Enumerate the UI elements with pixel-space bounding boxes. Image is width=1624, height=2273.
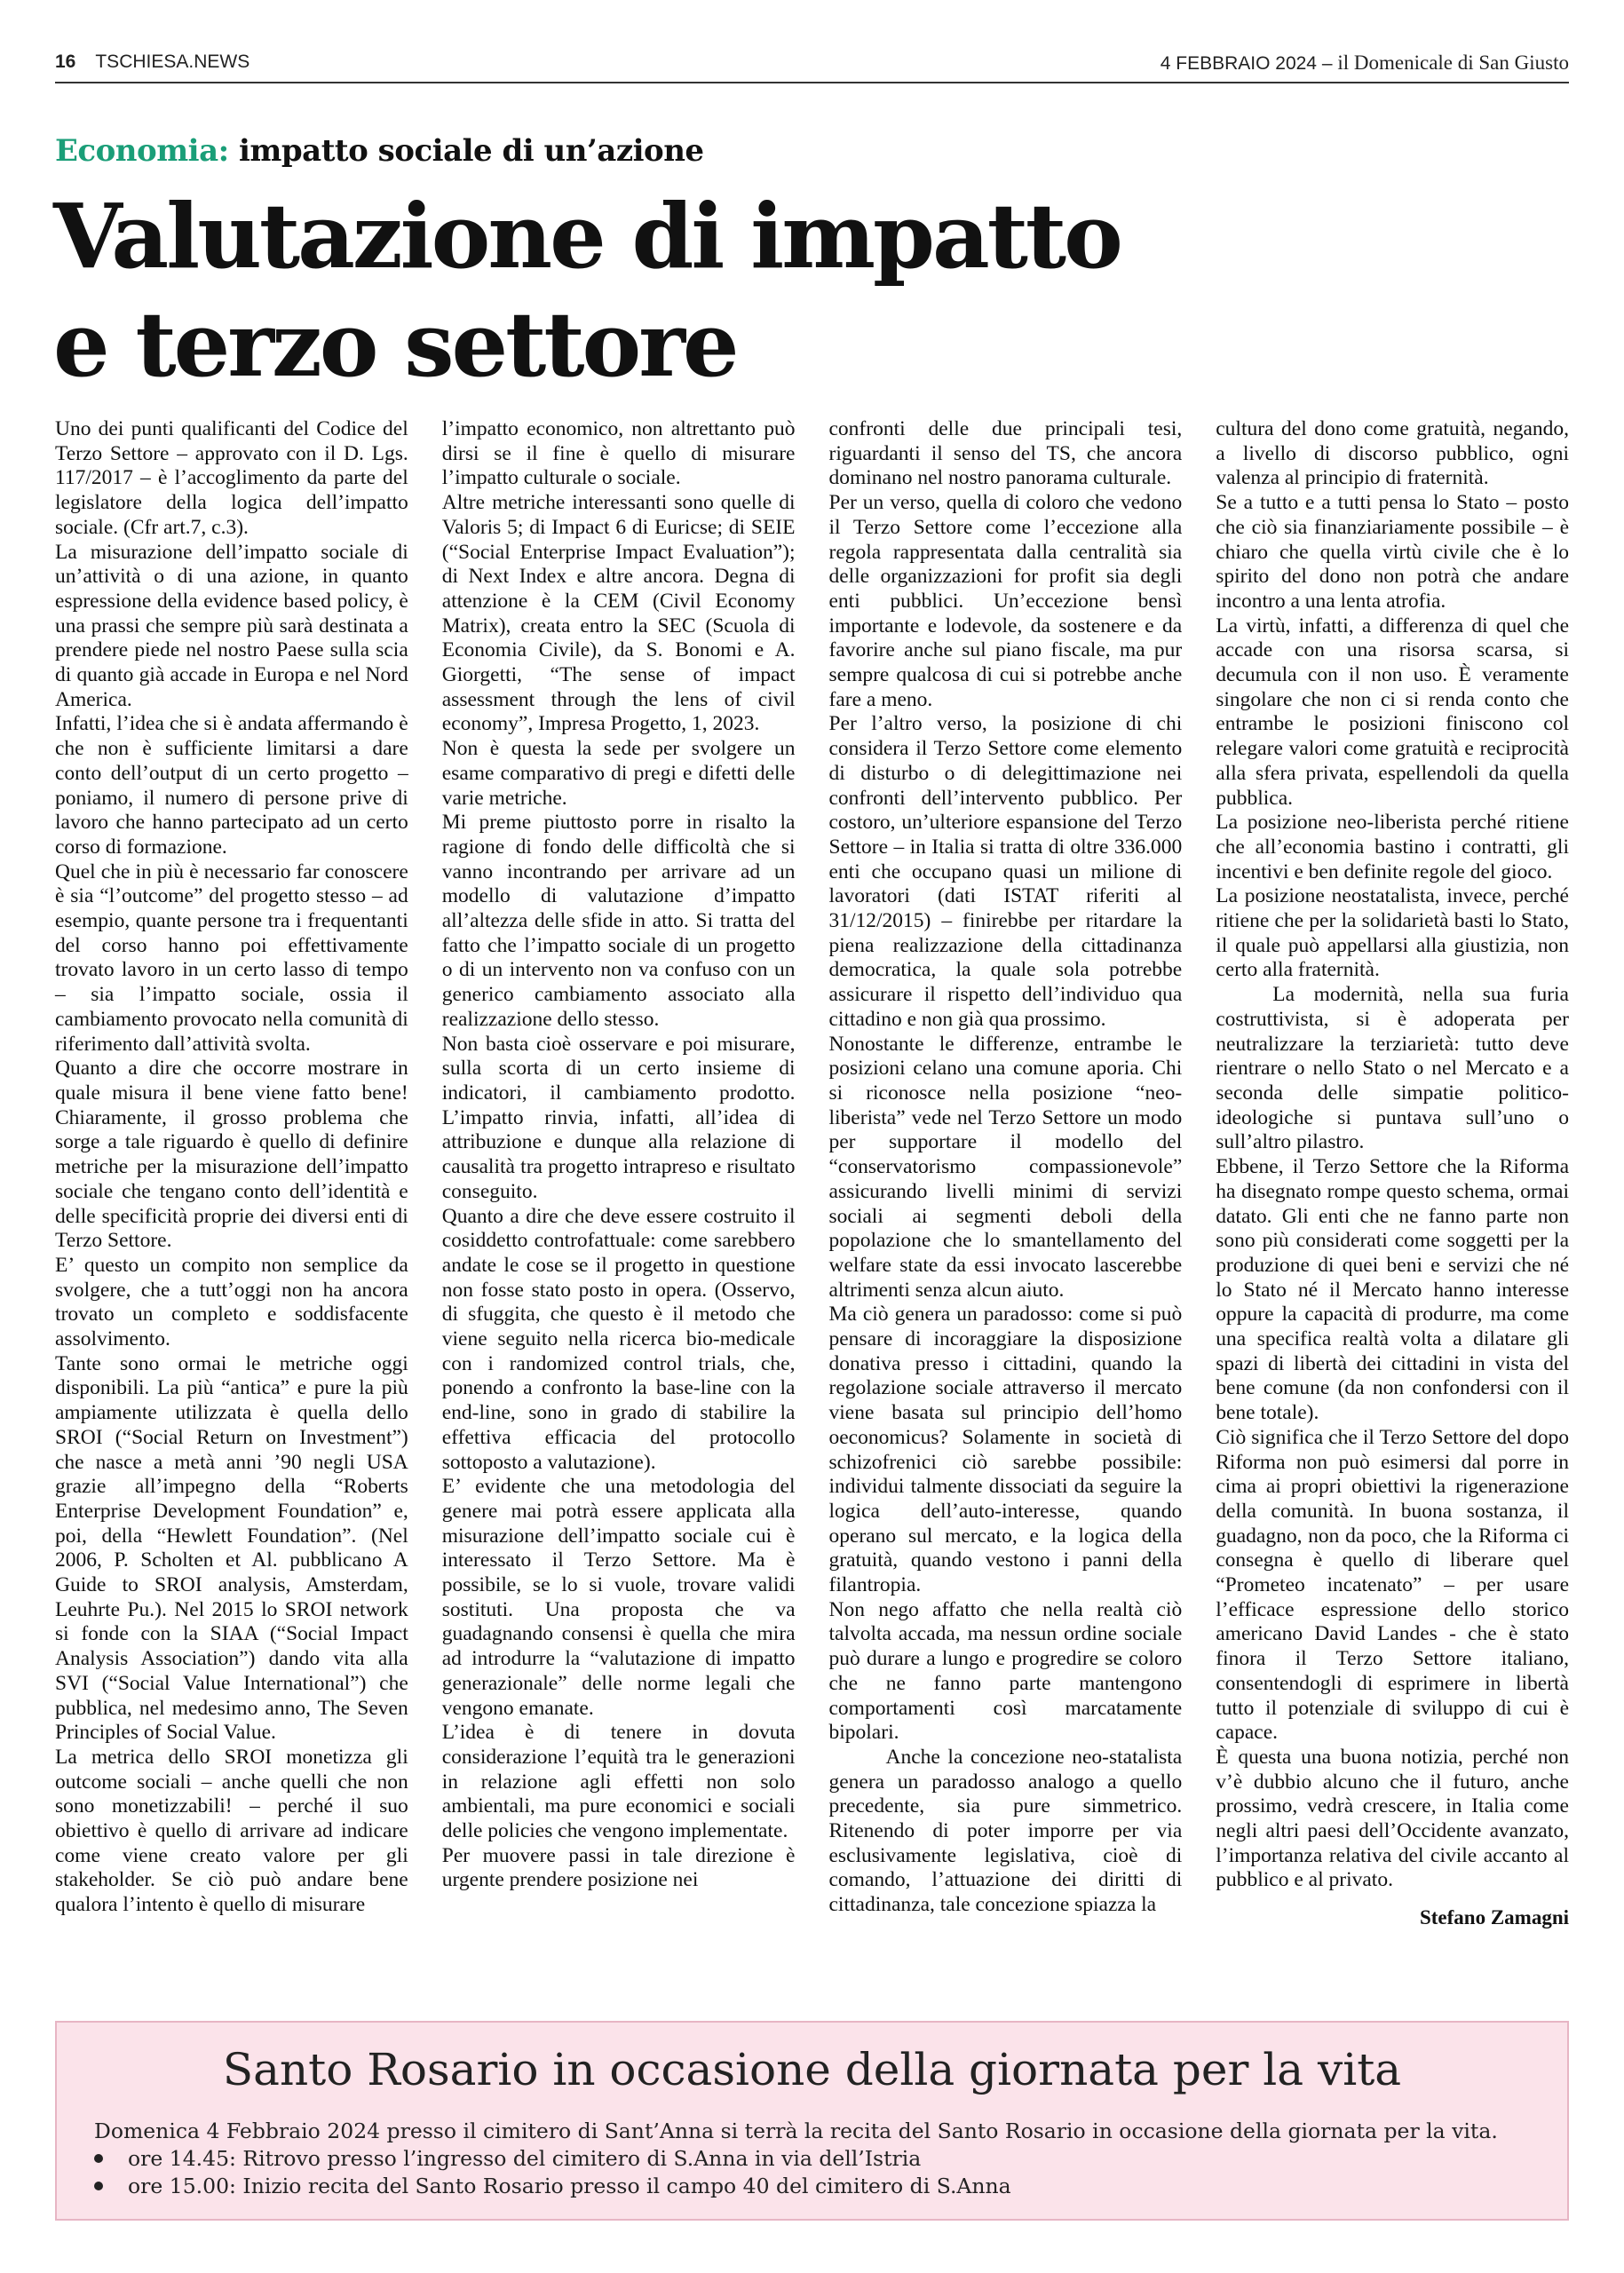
article-paragraph: La posizione neo-liberista perché ritiene che all’economia bastino i contratti, gli incentivi e ben definite regole del gioco.: [1216, 811, 1569, 883]
schedule-item: [94, 2145, 1011, 2173]
article-paragraph: Uno dei punti qualificanti del Codice del Terzo Settore – approvato con il D. Lgs. 117/2017 – è l’accoglimento da parte del legislatore della logica dell’impatto sociale. (Cfr art.7, c.3).: [55, 417, 408, 539]
schedule-item-text: ore 15.00: Inizio recita del Santo Rosario presso il campo 40 del cimitero di S.Anna: [128, 2174, 1011, 2198]
article-paragraph: Quanto a dire che occorre mostrare in quale misura il bene viene fatto bene! Chiaramente, il grosso problema che sorge a tale riguardo è quello di definire metriche per la misurazione dell’impatto sociale che tengano conto dell’identità e delle specificità proprie dei diversi enti di Terzo Settore.: [55, 1057, 408, 1253]
site-name[interactable]: TSCHIESA.NEWS: [95, 51, 250, 72]
schedule-item: [94, 2173, 1011, 2200]
header-left: [55, 51, 250, 73]
article-paragraph: La modernità, nella sua furia costruttivista, si è adoperata per neutralizzare la terziarietà: tutto deve rientrare o nello Stato o nel Mercato e a seconda delle simpatie politico-ideologiche si puntava sull’uno o sull’altro pilastro.: [1216, 983, 1569, 1154]
article-paragraph: Non basta cioè osservare e poi misurare, sulla scorta di un certo insieme di indicatori, il cambiamento prodotto. L’impatto rinvia, infatti, all’idea di attribuzione e dunque alla relazione di causalità tra progetto intrapreso e risultato conseguito.: [441, 1032, 796, 1203]
article-paragraph: cultura del dono come gratuità, negando, a livello di discorso pubblico, ogni valenza al principio di fraternità.: [1216, 417, 1569, 490]
article-column-1: [55, 417, 408, 2007]
header-right: [1161, 51, 1569, 75]
article-paragraph: Quanto a dire che deve essere costruito il cosiddetto controfattuale: come sarebbero andate le cose se il progetto in questione non fosse stato posto in opera. (Osservo, di sfuggita, che questo è il metodo che viene seguito nella ricerca bio-medicale con i randomized control trials, che, ponendo a confronto la base-line con la end-line, sono in grado di stabilire la effettiva efficacia del protocollo sottoposto a valutazione).: [441, 1204, 796, 1474]
article-paragraph: E’ questo un compito non semplice da svolgere, che a tutt’oggi non ha ancora trovato un completo e soddisfacente assolvimento.: [55, 1253, 408, 1351]
article-column-3: [829, 417, 1183, 2007]
article-paragraph: Ciò significa che il Terzo Settore del dopo Riforma non può esimersi dal porre in cima ai propri obiettivi la rigenerazione della comunità. In buona sostanza, il guadagno, non da poco, che la Riforma ci consegna è quello di liberare quel “Prometeo incatenato” – per usare l’efficace espressione dello storico americano David Landes - che è stato finora il Terzo Settore italiano, consentendogli di esprimere in libertà tutto il potenziale di sviluppo di cui è capace.: [1216, 1425, 1569, 1745]
event-notice: [55, 2021, 1569, 2221]
page-number: 16: [55, 51, 76, 72]
article-paragraph: Non nego affatto che nella realtà ciò talvolta accada, ma nessun ordine sociale può durare a lungo e progredire se coloro che ne fanno parte mantengono comportamenti così marcatamente bipolari.: [828, 1597, 1183, 1745]
article-paragraph: l’impatto economico, non altrettanto può dirsi se il fine è quello di misurare l’impatto culturale o sociale.: [441, 417, 796, 490]
article-title: [53, 182, 1474, 399]
article-paragraph: Anche la concezione neo-statalista genera un paradosso analogo a quello precedente, sia pure simmetrico. Ritenendo di poter imporre per via esclusivamente legislativa, cioè di comando, l’attuazione dei diritti di cittadinanza, tale concezione spiazza la: [828, 1745, 1183, 1917]
article-paragraph: E’ evidente che una metodologia del genere mai potrà essere applicata alla misurazione dell’impatto sociale cui è interessato il Terzo Settore. Ma è possibile, se lo si vuole, trovare validi sostituti. Una proposta che va guadagnando consensi è quella che mira ad introdurre la “valutazione di impatto generazionale” delle norme legali che vengono emanate.: [441, 1475, 796, 1720]
article-paragraph: La virtù, infatti, a differenza di quel che accade con una risorsa scarsa, si decumula con il non uso. È veramente singolare che non ci si renda conto che entrambe le posizioni finiscono col relegare valori come gratuità e reciprocità alla sfera privata, espellendoli da quella pubblica.: [1216, 614, 1569, 810]
bullet-icon: [94, 2182, 103, 2190]
article-paragraph: Per muovere passi in tale direzione è urgente prendere posizione nei: [441, 1843, 796, 1892]
page-header: [55, 46, 1569, 83]
article-column-2: [442, 417, 796, 2007]
title-line-1: Valutazione di impatto: [53, 184, 1121, 289]
issue-date: 4 FEBBRAIO 2024: [1160, 53, 1317, 74]
article-paragraph: La posizione neostatalista, invece, perché ritiene che per la solidarietà basti lo Stato, il quale può appellarsi alla giustizia, non certo alla fraternità.: [1216, 884, 1569, 982]
bullet-icon: [94, 2154, 103, 2163]
article-paragraph: Mi preme piuttosto porre in risalto la ragione di fondo delle difficoltà che si vanno incontrando per arrivare ad un modello di valutazione d’impatto all’altezza delle sfide in atto. Si tratta del fatto che l’impatto sociale di un progetto o di un intervento non va confuso con un generico cambiamento associato alla realizzazione dello stesso.: [441, 811, 796, 1031]
notice-intro: Domenica 4 Febbraio 2024 presso il cimitero di Sant’Anna si terrà la recita del Santo Rosario in occasione della giornata per la vita.: [94, 2119, 1498, 2143]
article-paragraph: Per un verso, quella di coloro che vedono il Terzo Settore come l’eccezione alla regola rappresentata dalla centralità sia delle organizzazioni for profit sia degli enti pubblici. Un’eccezione bensì importante e lodevole, da sostenere e da favorire anche sul piano fiscale, ma pur sempre qualcosa di cui si potrebbe anche fare a meno.: [828, 491, 1183, 711]
publication-name: il Domenicale di San Giusto: [1337, 51, 1569, 74]
article-paragraph: L’idea è di tenere in dovuta considerazione l’equità tra le generazioni in relazione agli effetti non solo ambientali, ma pure economici e sociali delle policies che vengono implementate.: [441, 1721, 796, 1843]
article-column-4: [1216, 417, 1569, 2007]
article-paragraph: Infatti, l’idea che si è andata affermando è che non è sufficiente limitarsi a dare conto dell’output di un certo progetto – poniamo, il numero di persone prive di lavoro che hanno partecipato ad un certo corso di formazione.: [55, 712, 408, 859]
article-author: Stefano Zamagni: [1419, 1906, 1569, 1929]
article-paragraph: Non è questa la sede per svolgere un esame comparativo di pregi e difetti delle varie metriche.: [441, 737, 796, 810]
header-separator: –: [1317, 53, 1338, 74]
article-paragraph: È questa una buona notizia, perché non v’è dubbio alcuno che il futuro, anche prossimo, vedrà crescere, in Italia come negli altri paesi dell’Occidente avanzato, l’importanza relativa del civile accanto al pubblico e al privato.: [1216, 1745, 1569, 1892]
article-paragraph: Nonostante le differenze, entrambe le posizioni celano una comune aporia. Chi si riconosce nella posizione “neo-liberista” vede nel Terzo Settore un modo per supportare il modello del “conservatorismo compassionevole” assicurando livelli minimi di servizi sociali ai segmenti deboli della popolazione che lo smantellamento del welfare state da essi invocato lascerebbe altrimenti senza alcun aiuto.: [828, 1032, 1183, 1302]
article-paragraph: La metrica dello SROI monetizza gli outcome sociali – anche quelli che non sono monetizzabili! – perché il suo obiettivo è quello di arrivare ad indicare come viene creato valore per gli stakeholder. Se ciò può andare bene qualora l’intento è quello di misurare: [55, 1745, 408, 1917]
article-paragraph: Ebbene, il Terzo Settore che la Riforma ha disegnato rompe questo schema, ormai datato. Gli enti che ne fanno parte non sono più considerati come soggetti per la produzione di quei beni e servizi che né lo Stato né il Mercato hanno interesse oppure la capacità di produrre, ma come una specifica realtà volta a dilatare gli spazi di libertà dei cittadini in vista del bene comune (da non confondersi con il bene totale).: [1216, 1155, 1569, 1425]
article-paragraph: Altre metriche interessanti sono quelle di Valoris 5; di Impact 6 di Euricse; di SEIE (“Social Enterprise Impact Evaluation”); di Next Index e altre ancora. Degna di attenzione è la CEM (Civil Economy Matrix), creata entro la SEC (Scuola di Economia Civile), da S. Bonomi e A. Giorgetti, “The sense of impact assessment through the lens of civil economy”, Impresa Progetto, 1, 2023.: [441, 491, 796, 736]
article-kicker: [55, 133, 704, 169]
article-subtopic: impatto sociale di un’azione: [228, 133, 704, 169]
article-paragraph: Tante sono ormai le metriche oggi disponibili. La più “antica” e pure la più ampiamente utilizzata è quella dello SROI (“Social Return on Investment”) che nasce a metà anni ’90 negli USA grazie all’impegno della “Roberts Enterprise Development Foundation” e, poi, della “Hewlett Foundation”. (Nel 2006, P. Scholten et Al. pubblicano A Guide to SROI analysis, Amsterdam, Leuhrte Pu.). Nel 2015 lo SROI network si fonde con la SIAA (“Social Impact Analysis Association”) dando vita alla SVI (“Social Value International”) che pubblica, nel medesimo anno, The Seven Principles of Social Value.: [55, 1351, 408, 1745]
article-paragraph: Ma ciò genera un paradosso: come si può pensare di incoraggiare la disposizione donativa presso i cittadini, quando la regolazione sociale attraverso il mercato viene basata sul principio dell’homo oeconomicus? Solamente in società di schizofrenici ciò sarebbe possibile: individui talmente dissociati da seguire la logica dell’auto-interesse, quando operano sul mercato, e la logica della gratuità, quando vestono i panni della filantropia.: [828, 1303, 1183, 1597]
article-paragraph: Se a tutto e a tutti pensa lo Stato – posto che ciò sia finanziariamente possibile – è chiaro che quella virtù civile che è lo spirito del dono non potrà che andare incontro a una lenta atrofia.: [1216, 491, 1569, 613]
title-line-2: e terzo settore: [53, 292, 737, 397]
article-category: Economia:: [55, 133, 229, 169]
article-paragraph: confronti delle due principali tesi, riguardanti il senso del TS, che ancora dominano nel nostro panorama culturale.: [828, 417, 1183, 490]
notice-title: Santo Rosario in occasione della giornata per la vita: [222, 2044, 1402, 2095]
article-body: [55, 417, 1569, 2007]
article-paragraph: La misurazione dell’impatto sociale di un’attività o di una azione, in quanto espressione della evidence based policy, è una prassi che sempre più sarà destinata a prendere piede nel nostro Paese sulla scia di quanto già accade in Europa e nel Nord America.: [55, 540, 408, 711]
article-paragraph: Per l’altro verso, la posizione di chi considera il Terzo Settore come elemento di disturbo o di delegittimazione nei confronti dell’intervento pubblico. Per costoro, un’ulteriore espansione del Terzo Settore – in Italia si tratta di oltre 336.000 enti che occupano quasi un milione di lavoratori (dati ISTAT riferiti al 31/12/2015) – finirebbe per ritardare la piena realizzazione della cittadinanza democratica, la quale sola potrebbe assicurare il rispetto dell’individuo qua cittadino e non già qua prossimo.: [828, 712, 1183, 1031]
article-paragraph: Quel che in più è necessario far conoscere è sia “l’outcome” del progetto stesso – ad esempio, quante persone tra i frequentanti del corso hanno poi effettivamente trovato lavoro in un certo lasso di tempo – sia l’impatto sociale, ossia il cambiamento provocato nella comunità di riferimento dall’attività svolta.: [55, 859, 408, 1056]
schedule-item-text: ore 14.45: Ritrovo presso l’ingresso del cimitero di S.Anna in via dell’Istria: [128, 2146, 922, 2171]
notice-schedule: [94, 2145, 1011, 2200]
